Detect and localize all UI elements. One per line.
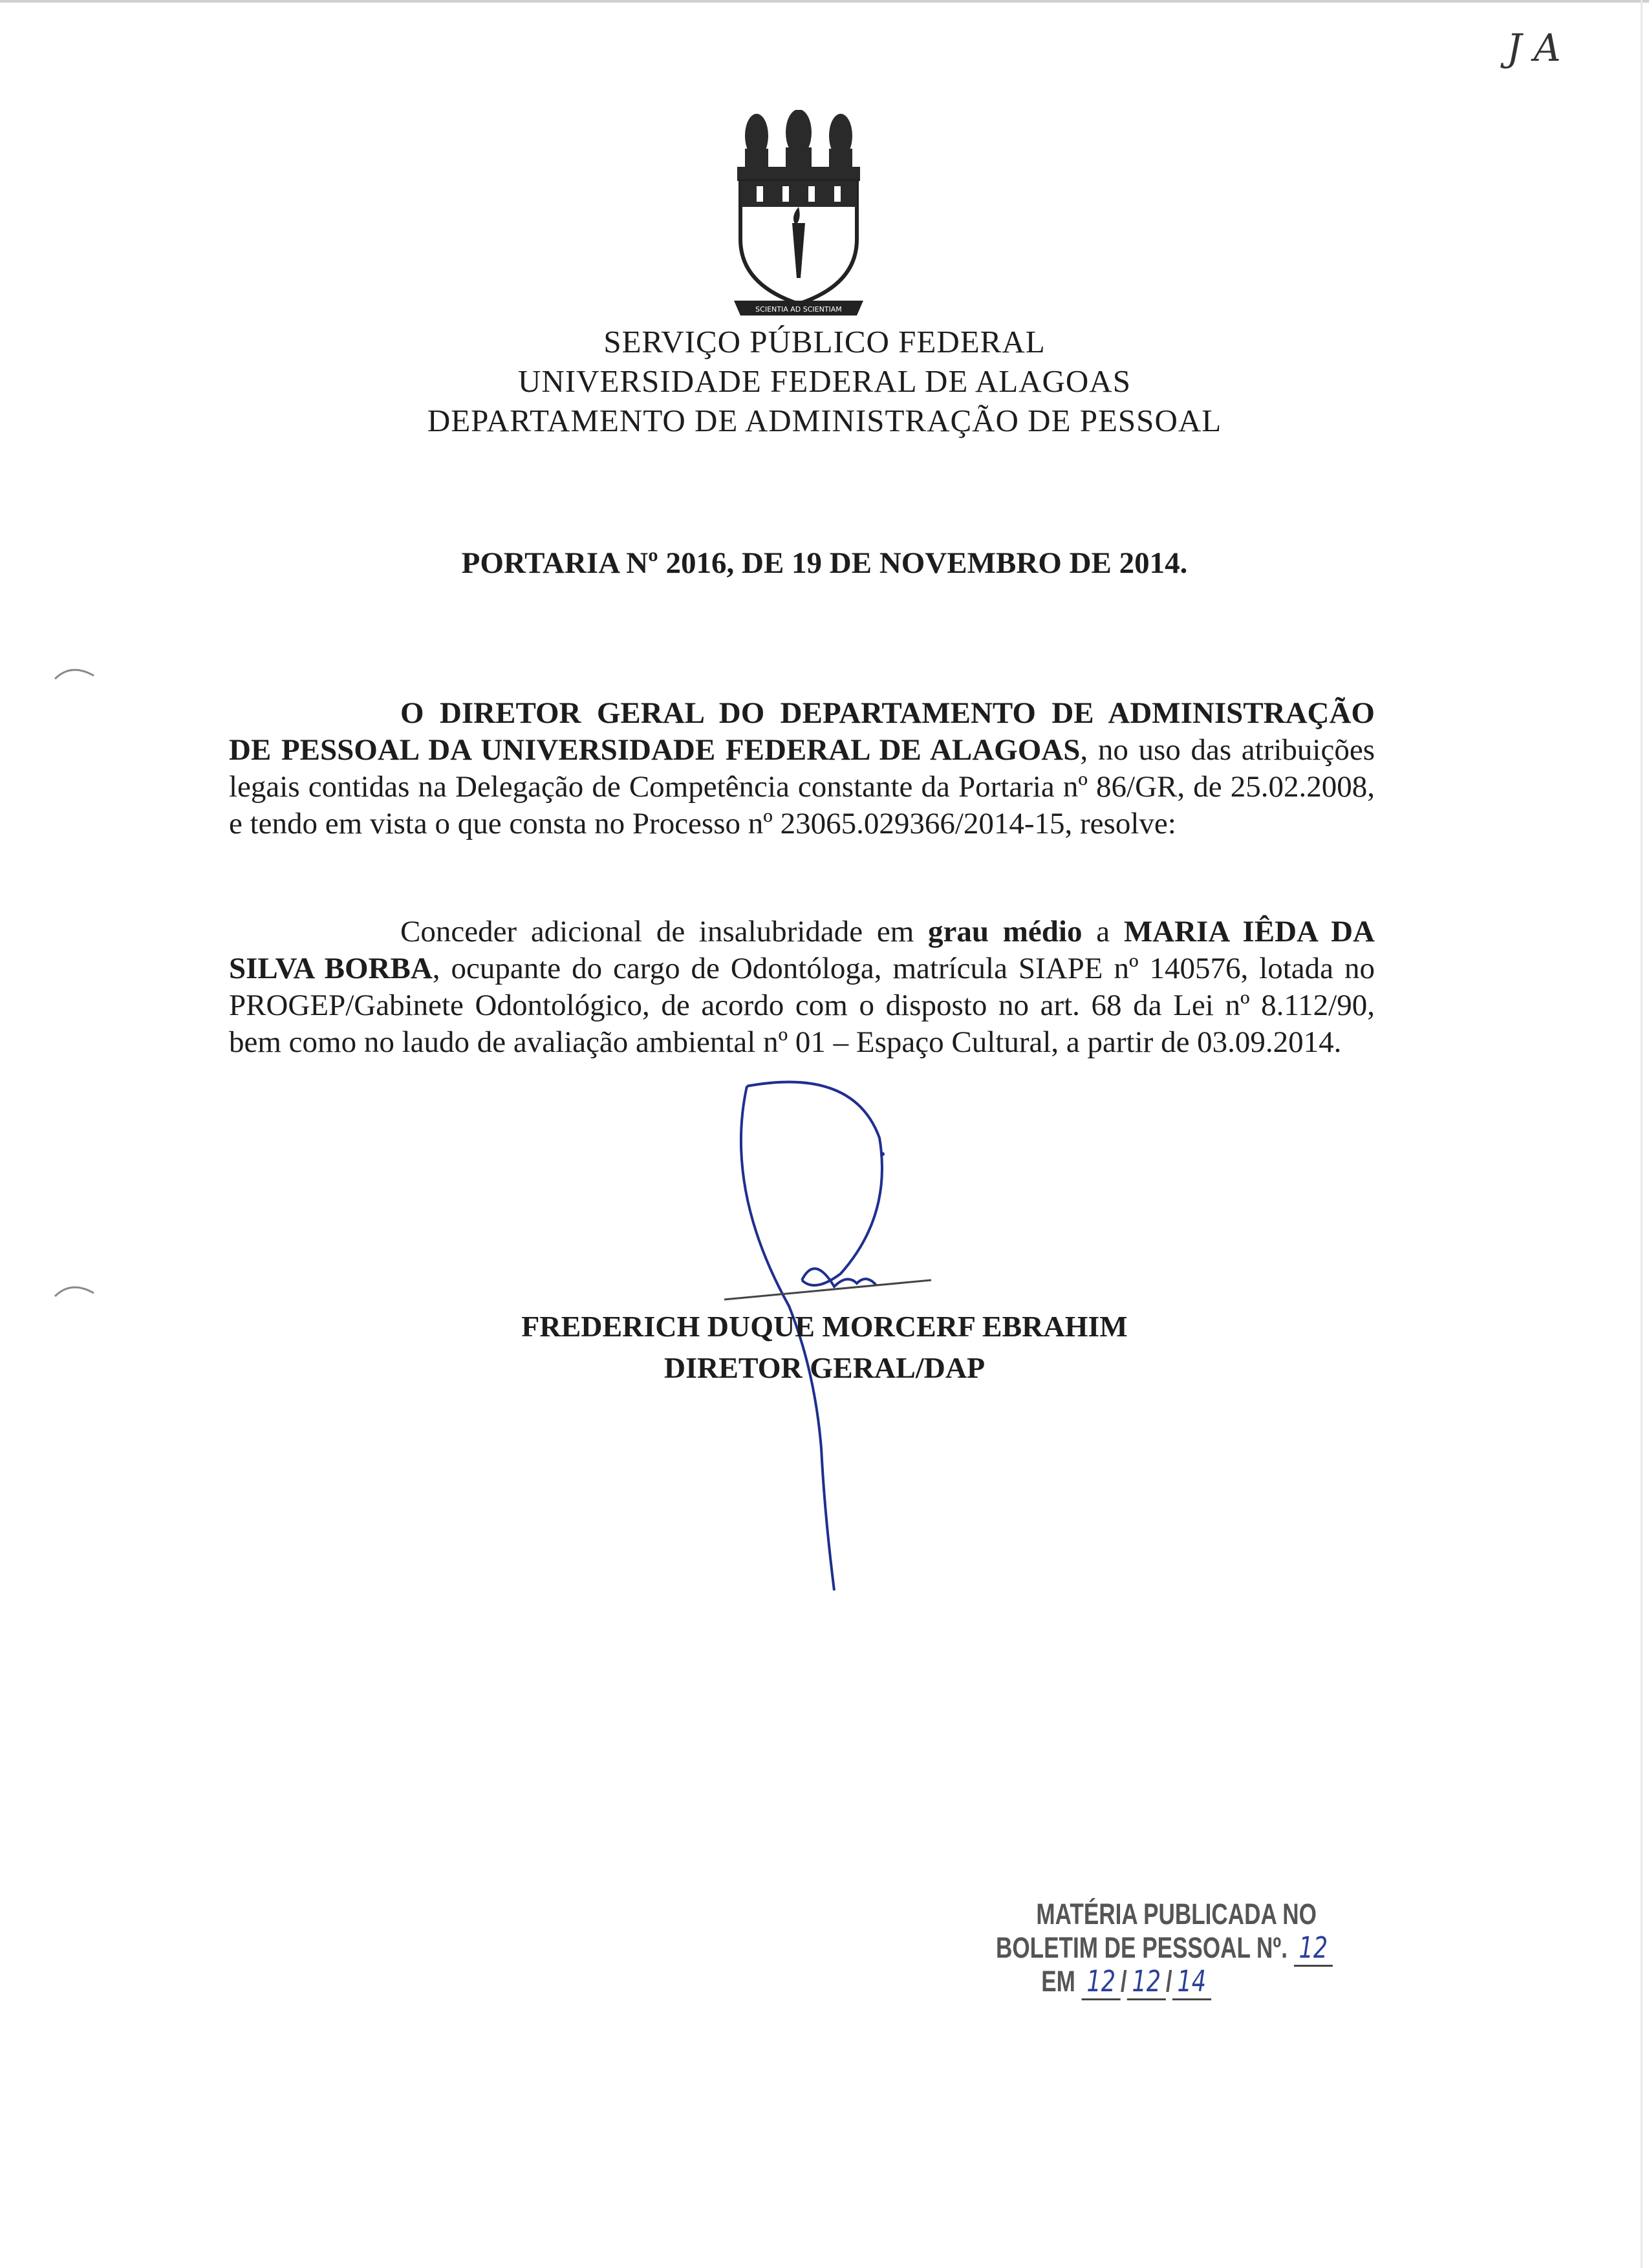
scan-top-edge xyxy=(0,0,1649,3)
stamp-date-year: 14 xyxy=(1172,1964,1211,2000)
portaria-title: PORTARIA Nº 2016, DE 19 DE NOVEMBRO DE 2014. xyxy=(461,546,1188,580)
header-service: SERVIÇO PÚBLICO FEDERAL xyxy=(603,324,1046,359)
university-crest-icon xyxy=(731,110,867,323)
crest-motto: SCIENTIA AD SCIENTIAM xyxy=(755,305,842,314)
resolution-text-1: Conceder adicional de insalubridade em xyxy=(400,915,929,948)
signature-block xyxy=(0,1306,1649,1389)
stamp-date-month: 12 xyxy=(1127,1964,1166,2000)
stamp-line-1: MATÉRIA PUBLICADA NO xyxy=(1036,1898,1317,1931)
employee-name: MARIA IÊDA DA SILVA BORBA xyxy=(229,915,1375,985)
signatory-name: FREDERICH DUQUE MORCERF EBRAHIM xyxy=(521,1310,1128,1343)
resolution-text-2: a xyxy=(1082,915,1124,948)
resolution-grade: grau médio xyxy=(928,915,1083,948)
preamble-authority: O DIRETOR GERAL DO DEPARTAMENTO DE ADMINISTRAÇÃO DE PESSOAL DA UNIVERSIDADE FEDERAL DE ALAGOAS xyxy=(229,696,1375,767)
document-header xyxy=(0,322,1649,440)
margin-mark-1 xyxy=(52,659,97,685)
paragraph-preamble xyxy=(229,695,1375,842)
stamp-bulletin-label: BOLETIM DE PESSOAL Nº. xyxy=(996,1931,1288,1964)
resolution-text-3: , ocupante do cargo de Odontóloga, matrícula SIAPE nº 140576, lotada no PROGEP/Gabinete Odontológico, de acordo com o disposto no art. 68 da Lei nº 8.112/90, bem como no laudo de avaliação ambiental nº 01 – Espaço Cultural, a partir de 03.09.2014. xyxy=(229,952,1375,1059)
paragraph-resolution xyxy=(229,914,1375,1061)
header-university: UNIVERSIDADE FEDERAL DE ALAGOAS xyxy=(518,363,1131,399)
stamp-date-label: EM xyxy=(1041,1965,1075,1998)
publication-stamp xyxy=(996,1898,1328,1998)
stamp-line-3: EM 12 / 12 / 14 xyxy=(1041,1965,1278,1998)
corner-initials: J A xyxy=(1507,26,1561,70)
stamp-bulletin-number: 12 xyxy=(1294,1931,1333,1967)
signatory-title: DIRETOR GERAL/DAP xyxy=(663,1351,986,1384)
header-department: DEPARTAMENTO DE ADMINISTRAÇÃO DE PESSOAL xyxy=(427,403,1222,438)
margin-mark-2 xyxy=(52,1277,97,1303)
stamp-date-day: 12 xyxy=(1082,1964,1121,2000)
stamp-line-2 xyxy=(996,1931,1328,1965)
preamble-text: , no uso das atribuições legais contidas na Delegação de Competência constante da Portaria nº 86/GR, de 25.02.2008, e tendo em vista o que consta no Processo nº 23065.029366/2014-15, resolve: xyxy=(229,733,1375,840)
